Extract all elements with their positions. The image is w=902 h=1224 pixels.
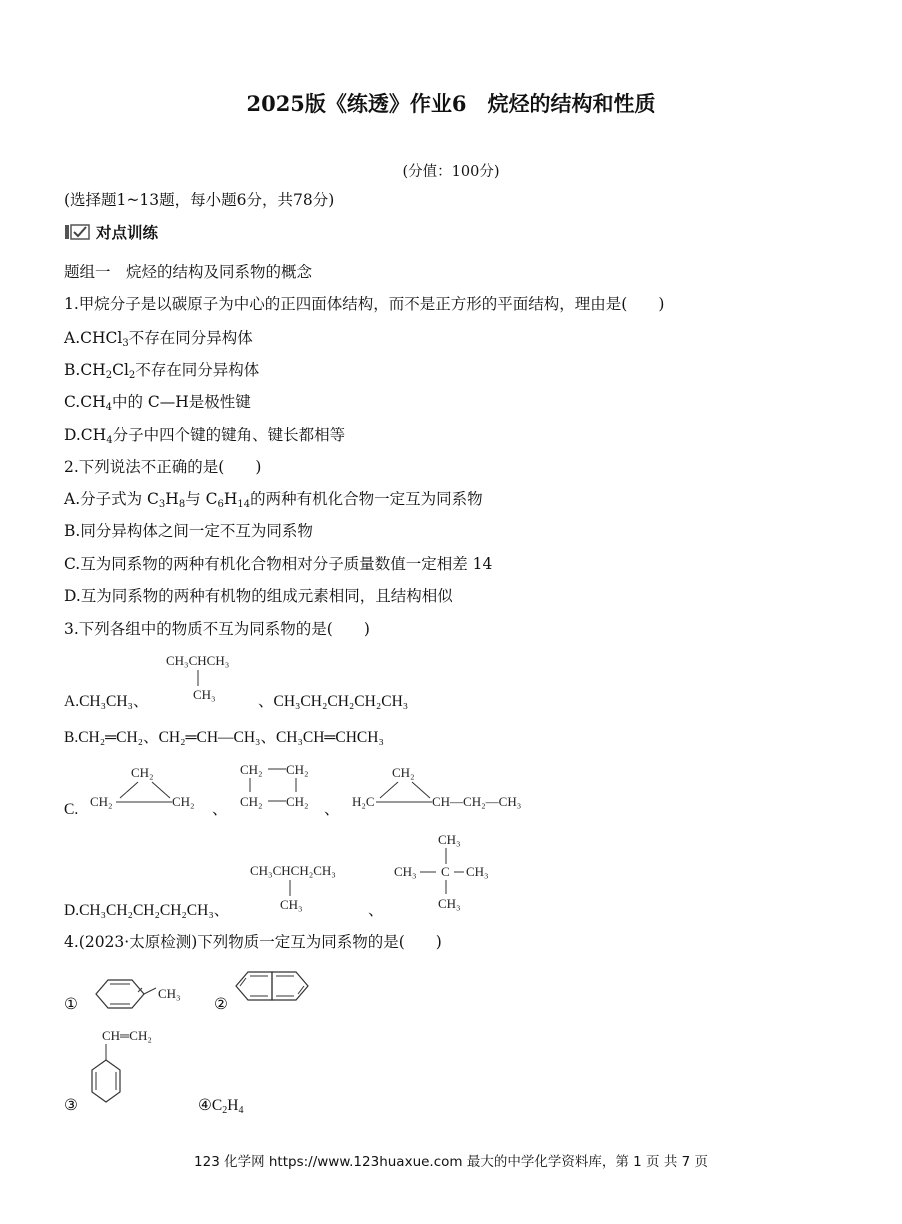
isobutane-branch: CH₃ bbox=[193, 687, 216, 702]
section-label: 对点训练 bbox=[96, 224, 159, 242]
svg-text:C: C bbox=[441, 864, 450, 879]
isopentane-structure bbox=[246, 856, 366, 916]
question-1-option-d: $D.CH_4$分子中四个键的键角、键长都相等 bbox=[64, 426, 346, 446]
question-3-option-b: B.CH₂═CH₂、CH₂═CH—CH₃、CH₃CH═CHCH₃ bbox=[64, 729, 384, 746]
isobutane-structure bbox=[160, 648, 260, 706]
svg-text:CH—CH₂—CH₃: CH—CH₂—CH₃ bbox=[432, 794, 522, 809]
question-1-option-a: A.CHCl$_3$不存在同分异构体 bbox=[64, 329, 253, 349]
svg-text:CH₂: CH₂ bbox=[240, 794, 263, 809]
question-2-option-a: A.分子式为 $C_3H_8$与 $C_6H_{14}$的两种有机化合物一定互为同系物 bbox=[64, 490, 483, 510]
svg-text:CH₂: CH₂ bbox=[131, 765, 154, 780]
page-title: 2025版《练透》作业6 烷烃的结构和性质 bbox=[246, 91, 656, 116]
svg-text:CH₃: CH₃ bbox=[438, 896, 461, 911]
separator: 、 bbox=[212, 801, 228, 818]
score-note: (分值：100分) bbox=[402, 164, 500, 180]
neopentane-structure bbox=[390, 828, 500, 916]
isobutane-top: CH₃CHCH₃ bbox=[166, 653, 230, 668]
question-3-option-a-suffix: 、CH₃CH₂CH₂CH₂CH₃ bbox=[258, 693, 409, 710]
checklist-icon bbox=[64, 224, 90, 240]
question-3-option-a-prefix: A.CH₃CH₃、 bbox=[64, 693, 149, 710]
question-2-option-b: B.同分异构体之间一定不互为同系物 bbox=[64, 522, 313, 540]
question-1-stem: 1.甲烷分子是以碳原子为中心的正四面体结构，而不是正方形的平面结构，理由是( ) bbox=[64, 295, 665, 313]
item-3-marker: ③ bbox=[64, 1096, 78, 1114]
svg-text:CH₃: CH₃ bbox=[158, 986, 181, 1001]
naphthalene-structure bbox=[232, 962, 322, 1014]
svg-text:CH₂: CH₂ bbox=[240, 762, 263, 777]
svg-text:CH₂: CH₂ bbox=[286, 794, 309, 809]
question-3-stem: 3.下列各组中的物质不互为同系物的是( ) bbox=[64, 620, 370, 638]
svg-text:CH₃: CH₃ bbox=[438, 832, 461, 847]
question-3-option-d-prefix: D.CH₃CH₂CH₂CH₂CH₃、 bbox=[64, 902, 230, 919]
question-2-stem: 2.下列说法不正确的是( ) bbox=[64, 458, 262, 476]
item-1-marker: ① bbox=[64, 995, 78, 1013]
svg-text:CH₃CHCH₂CH₃: CH₃CHCH₂CH₃ bbox=[250, 863, 336, 878]
cyclobutane-structure bbox=[236, 758, 326, 814]
svg-text:CH═CH₂: CH═CH₂ bbox=[102, 1028, 152, 1043]
separator: 、 bbox=[368, 902, 384, 919]
svg-text:CH₂: CH₂ bbox=[392, 765, 415, 780]
toluene-structure bbox=[86, 968, 196, 1020]
question-2-option-c: C.互为同系物的两种有机化合物相对分子质量数值一定相差 14 bbox=[64, 555, 493, 573]
svg-text:H₂C: H₂C bbox=[352, 794, 375, 809]
svg-text:CH₃: CH₃ bbox=[466, 864, 489, 879]
section-header bbox=[64, 222, 158, 242]
item-4: $④C_2H_4$ bbox=[198, 1097, 244, 1116]
svg-text:CH₂: CH₂ bbox=[90, 794, 113, 809]
separator: 、 bbox=[324, 801, 340, 818]
page-footer: 123 化学网 https://www.123huaxue.com 最大的中学化学资料库，第 1 页 共 7 页 bbox=[194, 1154, 708, 1170]
question-1-option-c: $C.CH_4$中的 C—H是极性键 bbox=[64, 393, 251, 413]
svg-text:CH₃: CH₃ bbox=[394, 864, 417, 879]
svg-text:CH₂: CH₂ bbox=[172, 794, 195, 809]
group-heading: 题组一 烷烃的结构及同系物的概念 bbox=[64, 263, 313, 281]
instructions: (选择题1~13题，每小题6分，共78分) bbox=[64, 191, 335, 209]
ethylcyclopropane-structure bbox=[348, 760, 548, 812]
item-2-marker: ② bbox=[214, 995, 228, 1013]
question-1-option-b: $B.CH_2Cl_2$不存在同分异构体 bbox=[64, 361, 260, 381]
question-4-stem: 4.(2023·太原检测)下列物质一定互为同系物的是( ) bbox=[64, 933, 442, 951]
question-2-option-d: D.互为同系物的两种有机物的组成元素相同，且结构相似 bbox=[64, 587, 453, 605]
svg-text:CH₂: CH₂ bbox=[286, 762, 309, 777]
cyclopropane-structure bbox=[86, 760, 216, 812]
svg-text:CH₃: CH₃ bbox=[280, 897, 303, 912]
styrene-structure bbox=[86, 1024, 176, 1114]
question-3-option-c-prefix: C. bbox=[64, 801, 79, 818]
